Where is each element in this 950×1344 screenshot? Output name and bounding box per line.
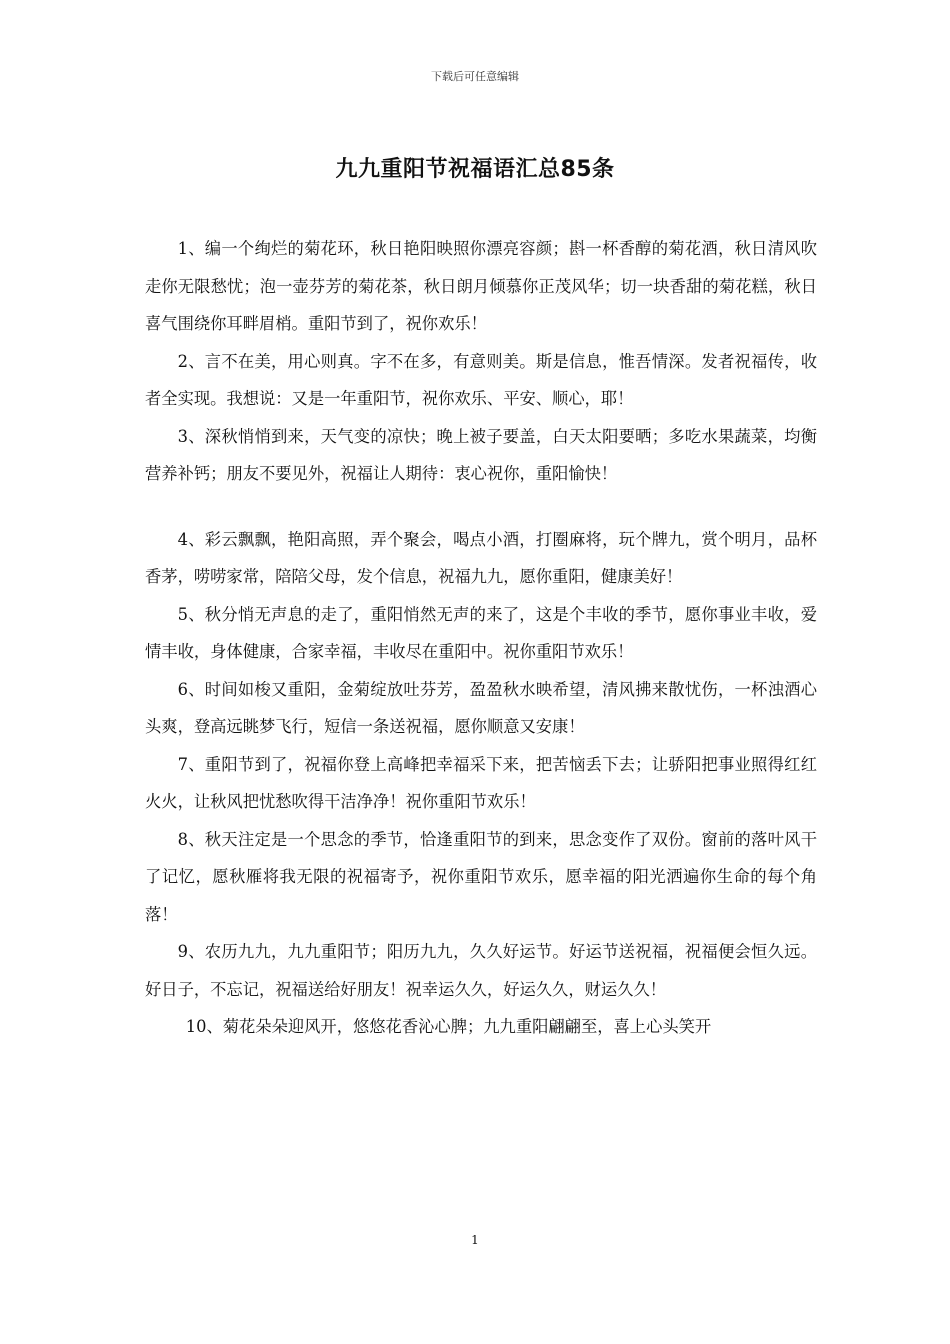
document-body	[145, 230, 817, 1046]
paragraph-8: 8、秋天注定是一个思念的季节，恰逢重阳节的到来，思念变作了双份。窗前的落叶风干了记忆，愿秋雁将我无限的祝福寄予，祝你重阳节欢乐，愿幸福的阳光洒遍你生命的每个角落！	[145, 829, 817, 924]
paragraph-3: 3、深秋悄悄到来，天气变的凉快；晚上被子要盖，白天太阳要晒；多吃水果蔬菜，均衡营养补钙；朋友不要见外，祝福让人期待：衷心祝你，重阳愉快！	[145, 426, 817, 483]
paragraph-4: 4、彩云飘飘，艳阳高照，弄个聚会，喝点小酒，打圈麻将，玩个牌九，赏个明月，品杯香茅，唠唠家常，陪陪父母，发个信息，祝福九九，愿你重阳，健康美好！	[145, 529, 817, 586]
paragraph-9: 9、农历九九，九九重阳节；阳历九九，久久好运节。好运节送祝福，祝福便会恒久远。好日子，不忘记，祝福送给好朋友！祝幸运久久，好运久久，财运久久！	[145, 942, 817, 999]
header-note: 下载后可任意编辑	[431, 70, 519, 83]
paragraph-2: 2、言不在美，用心则真。字不在多，有意则美。斯是信息，惟吾情深。发者祝福传，收者全实现。我想说：又是一年重阳节，祝你欢乐、平安、顺心，耶！	[145, 351, 817, 408]
paragraph-1: 1、编一个绚烂的菊花环，秋日艳阳映照你漂亮容颜；斟一杯香醇的菊花酒，秋日清风吹走你无限愁忧；泡一壶芬芳的菊花茶，秋日朗月倾慕你正茂风华；切一块香甜的菊花糕，秋日喜气围绕你耳畔眉梢。重阳节到了，祝你欢乐！	[145, 239, 817, 333]
paragraph-10: 10、菊花朵朵迎风开，悠悠花香沁心脾；九九重阳翩翩至，喜上心头笑开	[185, 1017, 712, 1036]
paragraph-5: 5、秋分悄无声息的走了，重阳悄然无声的来了，这是个丰收的季节，愿你事业丰收，爱情丰收，身体健康，合家幸福，丰收尽在重阳中。祝你重阳节欢乐！	[145, 604, 817, 661]
paragraph-7: 7、重阳节到了，祝福你登上高峰把幸福采下来，把苦恼丢下去；让骄阳把事业照得红红火火，让秋风把忧愁吹得干洁净净！祝你重阳节欢乐！	[145, 754, 817, 811]
page-number: 1	[471, 1233, 479, 1247]
document-title: 九九重阳节祝福语汇总85条	[335, 157, 615, 182]
paragraph-6: 6、时间如梭又重阳，金菊绽放吐芬芳，盈盈秋水映希望，清风拂来散忧伤，一杯浊酒心头爽，登高远眺梦飞行，短信一条送祝福，愿你顺意又安康！	[145, 679, 817, 736]
